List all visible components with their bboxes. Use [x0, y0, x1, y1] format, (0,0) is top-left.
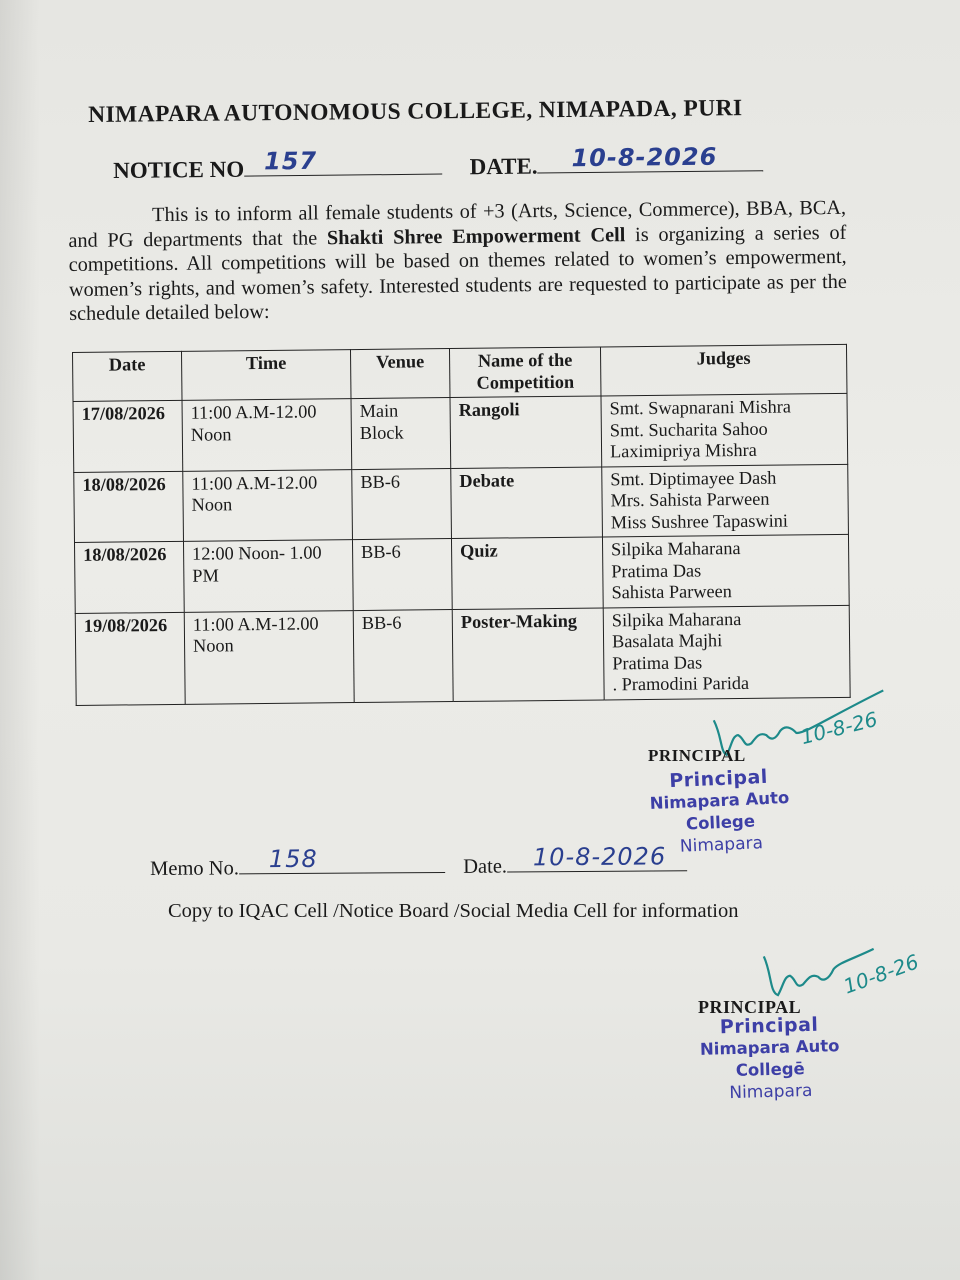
row-date: 18/08/2026: [74, 471, 184, 543]
header-venue: Venue: [350, 349, 450, 399]
table-row: [75, 605, 850, 705]
table-row: [73, 393, 848, 472]
notice-number-field: [244, 146, 442, 177]
stamp-place: Nimapara: [729, 1080, 813, 1104]
notice-body: [68, 196, 847, 327]
judge-name: Miss Sushree Tapaswini: [610, 510, 789, 532]
notice-line: [113, 142, 764, 184]
row-venue: Main Block: [351, 398, 451, 470]
row-date: 17/08/2026: [73, 400, 183, 472]
stamp-college: Nimapara Auto Collegē: [699, 1036, 840, 1080]
judge-name: Pratima Das: [611, 559, 702, 581]
judge-name: Laximipriya Mishra: [609, 439, 757, 462]
memo-date-label: Date.: [463, 855, 508, 878]
table-header-row: [73, 344, 847, 401]
row-venue: BB-6: [352, 539, 452, 611]
header-time: Time: [181, 350, 351, 401]
row-judges: [601, 393, 848, 466]
cell-name: Shakti Shree Empowerment Cell: [326, 223, 626, 249]
row-judges: [602, 534, 849, 607]
row-date: 19/08/2026: [75, 612, 185, 705]
row-competition: Poster-Making: [452, 607, 604, 701]
judge-name: Silpika Maharana: [611, 608, 742, 630]
memo-label: Memo No.: [150, 857, 240, 880]
body-text-1: This is to inform all female students of +3 (Arts, Science, Commerce), BBA, BCA, and PG departments that the: [68, 196, 847, 252]
memo-number-field: [239, 844, 445, 874]
stamp-title: Principal: [668, 765, 769, 793]
memo-number-handwritten: 158: [268, 844, 318, 874]
memo-line: [150, 842, 687, 881]
judge-name: Basalata Majhi: [611, 630, 723, 652]
judge-name: Smt. Diptimayee Dash: [610, 467, 777, 489]
row-judges: [602, 464, 849, 537]
judge-name: Smt. Swapnarani Mishra: [609, 396, 791, 419]
table-row: [74, 464, 849, 543]
row-time: 11:00 A.M-12.00 Noon: [183, 469, 353, 541]
row-time: 12:00 Noon- 1.00 PM: [183, 540, 353, 612]
header-judges: Judges: [600, 344, 846, 396]
body-text-2: is organizing a series of competitions. All competitions will be based on themes related to women’s empowerment, women’s rights, and women’s safety. Interested students are requested to participate as per the schedule detailed below:: [68, 221, 847, 325]
memo-date-handwritten: 10-8-2026: [532, 842, 667, 872]
principal-label-1: PRINCIPAL: [648, 746, 746, 765]
row-competition: Rangoli: [450, 396, 602, 468]
judge-name: Pratima Das: [612, 651, 703, 673]
notice-label: NOTICE NO: [113, 156, 245, 183]
table-row: [74, 534, 849, 613]
signature-date-1: 10-8-26: [798, 706, 880, 750]
schedule-table: [72, 344, 851, 706]
signature-date-2: 10-8-26: [840, 949, 922, 999]
stamp-title: Principal: [719, 1013, 819, 1039]
memo-date-field: [507, 842, 687, 872]
stamp-college: Nimapara Auto College: [649, 787, 790, 834]
notice-date-handwritten: 10-8-2026: [571, 142, 718, 173]
row-time: 11:00 A.M-12.00 Noon: [184, 610, 354, 704]
row-date: 18/08/2026: [74, 541, 184, 613]
date-label: DATE.: [469, 153, 538, 180]
judge-name: Smt. Sucharita Sahoo: [609, 418, 768, 440]
row-time: 11:00 A.M-12.00 Noon: [182, 399, 352, 471]
judge-name: Mrs. Sahista Parween: [610, 488, 770, 511]
stamp-place: Nimapara: [679, 833, 764, 857]
judge-name: Sahista Parween: [611, 581, 732, 603]
header-date: Date: [73, 351, 183, 401]
row-venue: BB-6: [352, 468, 452, 540]
row-venue: BB-6: [353, 609, 453, 702]
principal-label-2: PRINCIPAL: [698, 997, 802, 1017]
judge-name: . Pramodini Parida: [612, 672, 750, 695]
judge-name: Silpika Maharana: [610, 538, 741, 560]
notice-number-handwritten: 157: [263, 146, 318, 176]
college-name: NIMAPARA AUTONOMOUS COLLEGE, NIMAPADA, PURI: [88, 95, 743, 128]
copy-to-line: Copy to IQAC Cell /Notice Board /Social Media Cell for information: [168, 900, 739, 922]
row-competition: Quiz: [451, 537, 603, 609]
row-competition: Debate: [451, 466, 603, 538]
principal-stamp-2: [669, 1012, 871, 1105]
notice-date-field: [537, 142, 763, 173]
header-competition: Name of the Competition: [449, 347, 601, 398]
page-shadow: [0, 0, 40, 1280]
row-judges: [603, 605, 850, 700]
